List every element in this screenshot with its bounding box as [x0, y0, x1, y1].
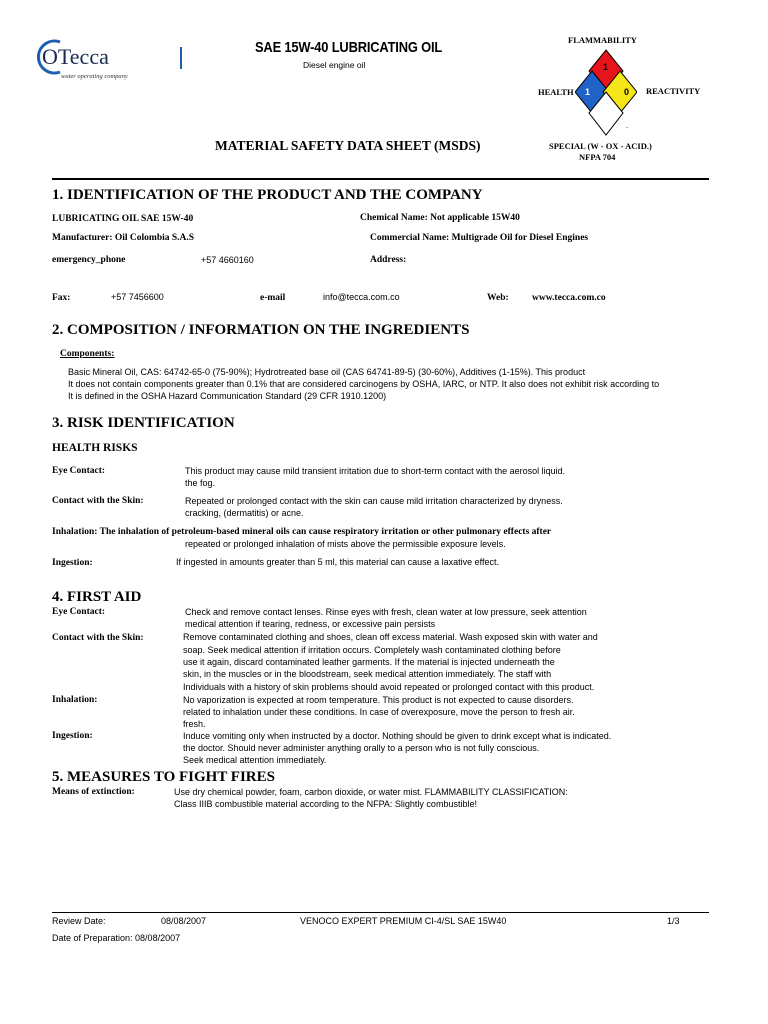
components-line-1: Basic Mineral Oil, CAS: 64742-65-0 (75-90%); Hydrotreated base oil (CAS 64741-89-5) (30-60%), Additives (1-15%). This product — [68, 367, 586, 377]
page-number: 1/3 — [667, 916, 680, 926]
aid-eye-label: Eye Contact: — [52, 607, 106, 617]
aid-eye-line-2: medical attention if tearing, redness, or excessive pain persists — [185, 619, 436, 629]
aid-ingestion-line-2: the doctor. Should never administer anything orally to a person who is not fully conscious. — [183, 743, 540, 753]
footer-divider — [52, 912, 709, 913]
aid-skin-line-3: use it again, discard contaminated leather garments. If the material is injected underneath the — [183, 657, 555, 667]
logo-tagline: water operating company — [61, 73, 128, 80]
risk-inhalation-line-2: repeated or prolonged inhalation of mists above the permissible exposure levels. — [185, 539, 506, 549]
product-subtitle: Diesel engine oil — [303, 60, 366, 70]
fax-label: Fax: — [52, 293, 71, 303]
emergency-phone-value: +57 4660160 — [201, 255, 254, 265]
risk-ingestion-line-1: If ingested in amounts greater than 5 ml, this material can cause a laxative effect. — [176, 557, 500, 567]
review-date-label: Review Date: — [52, 916, 106, 926]
aid-skin-line-1: Remove contaminated clothing and shoes, clean off excess material. Wash exposed skin with water and — [183, 632, 598, 642]
footer-product-name: VENOCO EXPERT PREMIUM CI-4/SL SAE 15W40 — [300, 916, 507, 926]
document-title: MATERIAL SAFETY DATA SHEET (MSDS) — [215, 138, 481, 153]
components-line-2: It does not contain components greater than 0.1% that are considered carcinogens by OSHA, IARC, or NTP. It also does not exhibit risk according to — [68, 379, 660, 389]
aid-skin-line-5: Individuals with a history of skin problems should avoid repeated or prolonged contact with this product. — [183, 682, 595, 692]
chemical-name: Chemical Name: Not applicable 15W40 — [360, 213, 520, 223]
aid-skin-label: Contact with the Skin: — [52, 633, 144, 643]
product-title: SAE 15W-40 LUBRICATING OIL — [255, 39, 443, 56]
risk-skin-line-1: Repeated or prolonged contact with the skin can cause mild irritation characterized by dryness. — [185, 496, 563, 506]
risk-eye-label: Eye Contact: — [52, 466, 106, 476]
aid-ingestion-line-3: Seek medical attention immediately. — [183, 755, 327, 765]
header-divider — [52, 178, 709, 180]
nfpa-reactivity-label: REACTIVITY — [646, 86, 701, 96]
section2-heading: 2. COMPOSITION / INFORMATION ON THE INGREDIENTS — [52, 322, 470, 338]
aid-eye-line-1: Check and remove contact lenses. Rinse eyes with fresh, clean water at low pressure, seek attention — [185, 607, 587, 617]
extinction-line-2: Class IIIB combustible material according to the NFPA: Slightly combustible! — [174, 799, 477, 809]
nfpa-flammability-label: FLAMMABILITY — [568, 35, 637, 45]
aid-inhalation-label: Inhalation: — [52, 695, 98, 705]
commercial-name: Commercial Name: Multigrade Oil for Diesel Engines — [370, 233, 589, 243]
aid-ingestion-line-1: Induce vomiting only when instructed by a doctor. Nothing should be given to drink except what is indicated. — [183, 731, 612, 741]
preparation-date: Date of Preparation: 08/08/2007 — [52, 933, 181, 943]
nfpa-health-value: 1 — [585, 87, 591, 97]
risk-ingestion-label: Ingestion: — [52, 558, 93, 568]
aid-inhalation-line-2: related to inhalation under these conditions. In case of overexposure, move the person to fresh air. — [183, 707, 575, 717]
emergency-phone-label: emergency_phone — [52, 255, 126, 265]
nfpa-reactivity-value: 0 — [624, 87, 630, 97]
nfpa-health-label: HEALTH — [538, 87, 574, 97]
risk-inhalation-line-1: Inhalation: The inhalation of petroleum-based mineral oils can cause respiratory irritation or other pulmonary effects after — [52, 527, 552, 537]
email-value: info@tecca.com.co — [323, 292, 400, 302]
risk-skin-line-2: cracking, (dermatitis) or acne. — [185, 508, 304, 518]
nfpa-special-dot: . — [626, 121, 629, 130]
aid-inhalation-line-1: No vaporization is expected at room temperature. This product is not expected to cause disorders. — [183, 695, 574, 705]
extinction-line-1: Use dry chemical powder, foam, carbon dioxide, or water mist. FLAMMABILITY CLASSIFICATION: — [174, 787, 568, 797]
health-risks-subheading: HEALTH RISKS — [52, 442, 138, 454]
components-label: Components: — [60, 349, 115, 359]
risk-eye-line-2: the fog. — [185, 478, 216, 488]
aid-skin-line-4: skin, in the muscles or in the bloodstream, seek medical attention immediately. The staff with — [183, 669, 552, 679]
section1-heading: 1. IDENTIFICATION OF THE PRODUCT AND THE COMPANY — [52, 187, 483, 203]
section3-heading: 3. RISK IDENTIFICATION — [52, 415, 235, 431]
product-name: LUBRICATING OIL SAE 15W-40 — [52, 214, 194, 224]
email-label: e-mail — [260, 293, 286, 303]
risk-eye-line-1: This product may cause mild transient irritation due to short-term contact with the aerosol liquid. — [185, 466, 566, 476]
aid-ingestion-label: Ingestion: — [52, 731, 93, 741]
risk-skin-label: Contact with the Skin: — [52, 496, 144, 506]
nfpa-special-label: SPECIAL (W - OX - ACID.) — [549, 141, 652, 151]
aid-skin-line-2: soap. Seek medical attention if irritation occurs. Completely wash contaminated clothing before — [183, 645, 561, 655]
section5-heading: 5. MEASURES TO FIGHT FIRES — [52, 769, 275, 785]
logo-divider — [180, 47, 182, 69]
components-line-3: It is defined in the OSHA Hazard Communication Standard (29 CFR 1910.1200) — [68, 391, 387, 401]
extinction-label: Means of extinction: — [52, 787, 135, 797]
section4-heading: 4. FIRST AID — [52, 589, 142, 605]
review-date-value: 08/08/2007 — [161, 916, 207, 926]
web-value: www.tecca.com.co — [532, 293, 606, 303]
manufacturer: Manufacturer: Oil Colombia S.A.S — [52, 233, 195, 243]
nfpa-standard: NFPA 704 — [579, 152, 616, 162]
web-label: Web: — [487, 293, 509, 303]
fax-value: +57 7456600 — [111, 292, 164, 302]
address-label: Address: — [370, 255, 407, 265]
nfpa-flammability-value: 1 — [603, 62, 609, 72]
aid-inhalation-line-3: fresh. — [183, 719, 206, 729]
logo-text: OTecca — [42, 44, 109, 69]
